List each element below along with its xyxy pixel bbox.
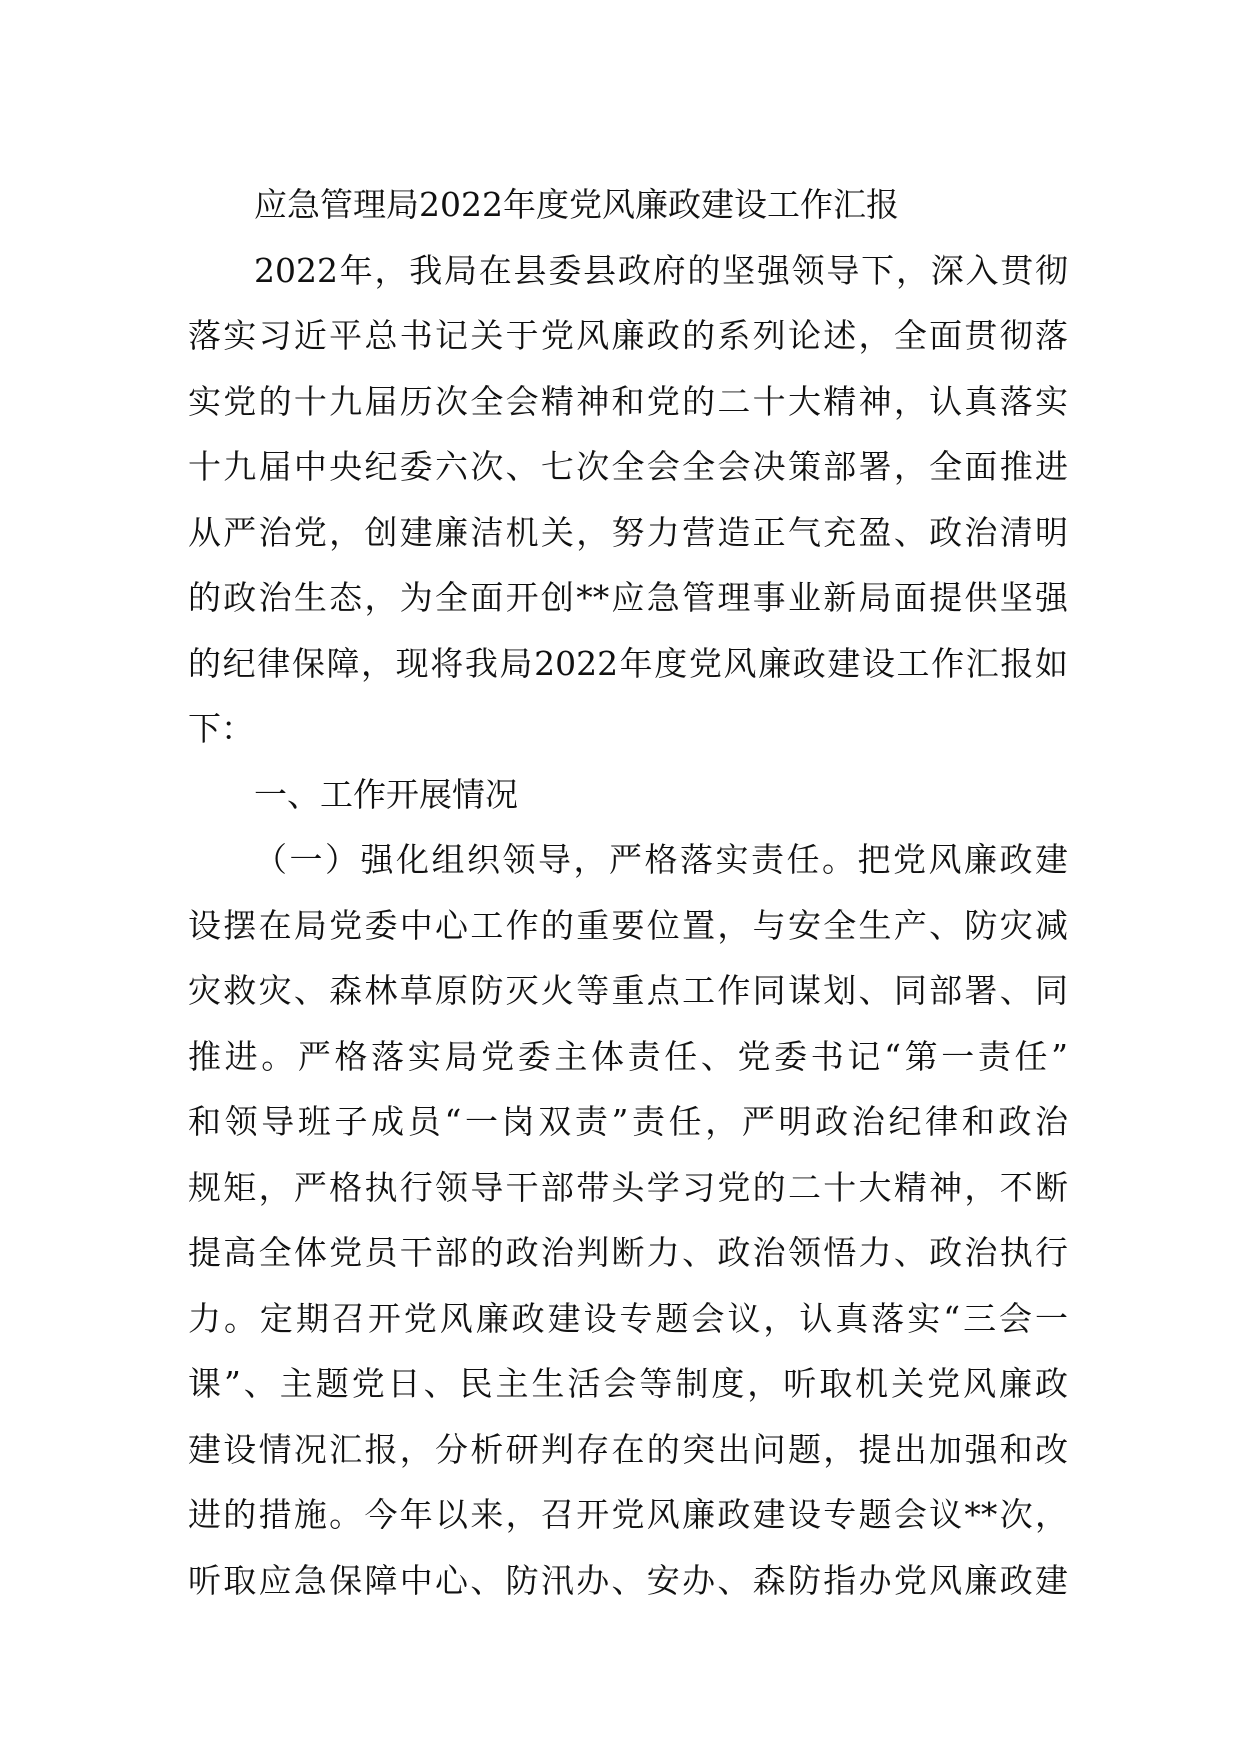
paragraph-2-line: 提高全体党员干部的政治判断力、政治领悟力、政治执行 <box>188 1233 1068 1272</box>
paragraph-1-line: 十九届中央纪委六次、七次全会全会决策部署，全面推进 <box>188 447 1068 486</box>
paragraph-1-line: 2022年，我局在县委县政府的坚强领导下，深入贯彻 <box>254 250 1068 290</box>
paragraph-2-line: 进的措施。今年以来，召开党风廉政建设专题会议**次， <box>188 1495 1068 1534</box>
paragraph-2-line: 力。定期召开党风廉政建设专题会议，认真落实“三会一 <box>188 1298 1068 1338</box>
document-title: 应急管理局2022年度党风廉政建设工作汇报 <box>254 185 899 224</box>
paragraph-1-line: 的纪律保障，现将我局2022年度党风廉政建设工作汇报如 <box>188 643 1068 683</box>
paragraph-2-line: 听取应急保障中心、防汛办、安办、森防指办党风廉政建 <box>188 1560 1068 1600</box>
paragraph-2-line: 灾救灾、森林草原防灭火等重点工作同谋划、同部署、同 <box>188 971 1068 1010</box>
paragraph-2-line: 和领导班子成员“一岗双责”责任，严明政治纪律和政治 <box>188 1102 1068 1141</box>
paragraph-1-line: 落实习近平总书记关于党风廉政的系列论述，全面贯彻落 <box>188 316 1068 355</box>
paragraph-2-line: 建设情况汇报，分析研判存在的突出问题，提出加强和改 <box>188 1429 1068 1469</box>
paragraph-2-line: 设摆在局党委中心工作的重要位置，与安全生产、防灾减 <box>188 905 1068 945</box>
paragraph-2-line: 规矩，严格执行领导干部带头学习党的二十大精神，不断 <box>188 1167 1068 1207</box>
paragraph-1-line: 实党的十九届历次全会精神和党的二十大精神，认真落实 <box>188 381 1068 421</box>
paragraph-2-line: 课”、主题党日、民主生活会等制度，听取机关党风廉政 <box>188 1364 1068 1403</box>
section-heading: 一、工作开展情况 <box>254 774 518 814</box>
document-body <box>188 172 1068 1613</box>
paragraph-1-line: 的政治生态，为全面开创**应急管理事业新局面提供坚强 <box>188 578 1068 617</box>
paragraph-1-line: 从严治党，创建廉洁机关，努力营造正气充盈、政治清明 <box>188 512 1068 552</box>
paragraph-2-line: 推进。严格落实局党委主体责任、党委书记“第一责任” <box>188 1036 1068 1076</box>
paragraph-2-line: （一）强化组织领导，严格落实责任。把党风廉政建 <box>254 840 1068 879</box>
paragraph-1-line: 下： <box>188 709 254 748</box>
